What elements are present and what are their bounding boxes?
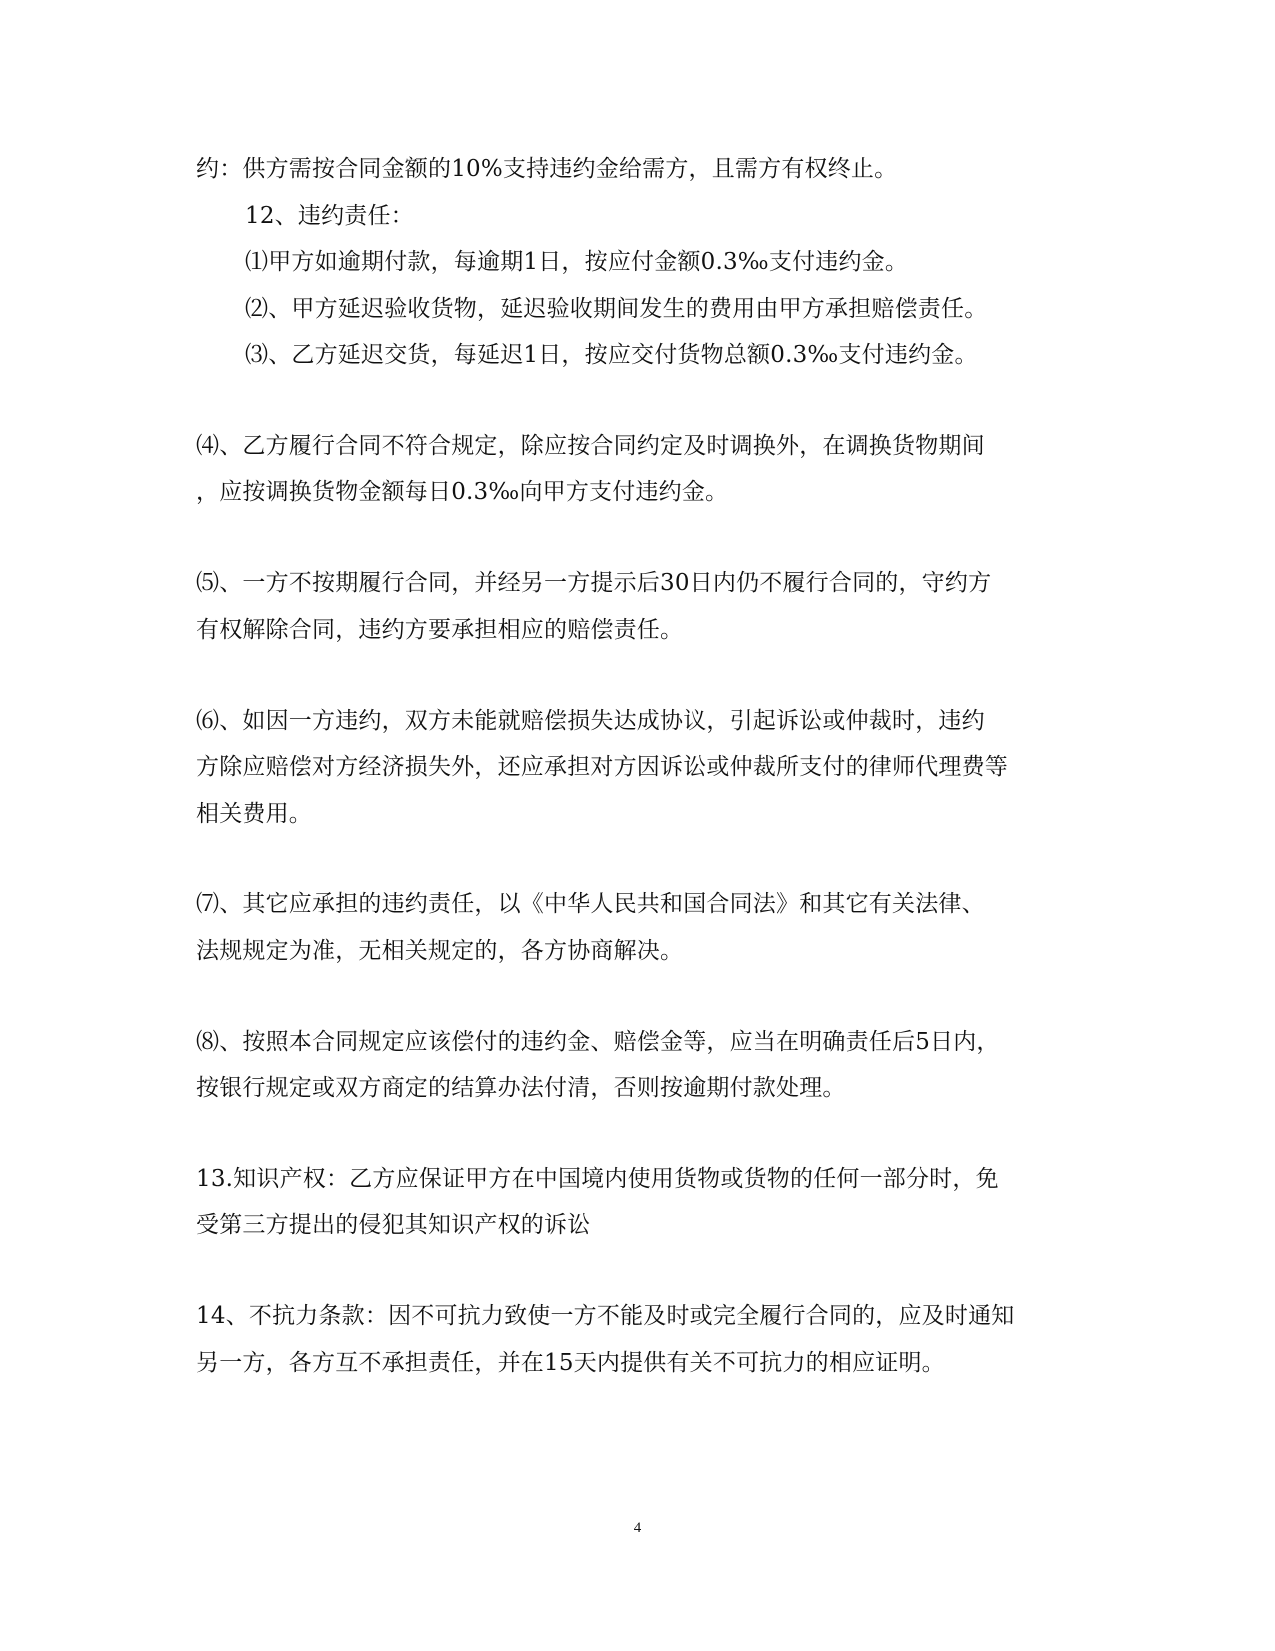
text-line-clause-12-3: ⑶、乙方延迟交货，每延迟1日，按应交付货物总额0.3‰支付违约金。 [245,342,978,368]
text-line-clause-12-5-a: ⑸、一方不按期履行合同，并经另一方提示后30日内仍不履行合同的，守约方 [196,570,992,596]
text-line-clause-11-end: 约：供方需按合同金额的10%支持违约金给需方，且需方有权终止。 [196,156,898,182]
text-line-clause-12-2: ⑵、甲方延迟验收货物，延迟验收期间发生的费用由甲方承担赔偿责任。 [245,296,988,322]
text-line-clause-12-heading: 12、违约责任： [245,203,414,229]
text-line-clause-12-7-b: 法规规定为准，无相关规定的，各方协商解决。 [196,938,684,964]
text-line-clause-12-4-a: ⑷、乙方履行合同不符合规定，除应按合同约定及时调换外，在调换货物期间 [196,433,985,459]
text-line-clause-12-6-a: ⑹、如因一方违约，双方未能就赔偿损失达成协议，引起诉讼或仲裁时，违约 [196,708,985,734]
text-line-clause-12-8-a: ⑻、按照本合同规定应该偿付的违约金、赔偿金等，应当在明确责任后5日内， [196,1029,1000,1055]
text-line-clause-13-a: 13.知识产权：乙方应保证甲方在中国境内使用货物或货物的任何一部分时，免 [196,1166,999,1192]
text-line-clause-12-5-b: 有权解除合同，违约方要承担相应的赔偿责任。 [196,617,684,643]
text-line-clause-12-1: ⑴甲方如逾期付款，每逾期1日，按应付金额0.3‰支付违约金。 [245,249,909,275]
text-line-clause-12-7-a: ⑺、其它应承担的违约责任，以《中华人民共和国合同法》和其它有关法律、 [196,891,985,917]
text-line-clause-14-a: 14、不抗力条款：因不可抗力致使一方不能及时或完全履行合同的，应及时通知 [196,1303,1015,1329]
text-line-clause-13-b: 受第三方提出的侵犯其知识产权的诉讼 [196,1212,591,1238]
text-line-clause-12-6-b: 方除应赔偿对方经济损失外，还应承担对方因诉讼或仲裁所支付的律师代理费等 [196,754,1008,780]
page-number: 4 [633,1520,642,1536]
text-line-clause-12-8-b: 按银行规定或双方商定的结算办法付清，否则按逾期付款处理。 [196,1075,846,1101]
text-line-clause-12-6-c: 相关费用。 [196,801,312,827]
text-line-clause-12-4-b: ，应按调换货物金额每日0.3‰向甲方支付违约金。 [196,479,729,505]
text-line-clause-14-b: 另一方，各方互不承担责任，并在15天内提供有关不可抗力的相应证明。 [196,1350,945,1376]
